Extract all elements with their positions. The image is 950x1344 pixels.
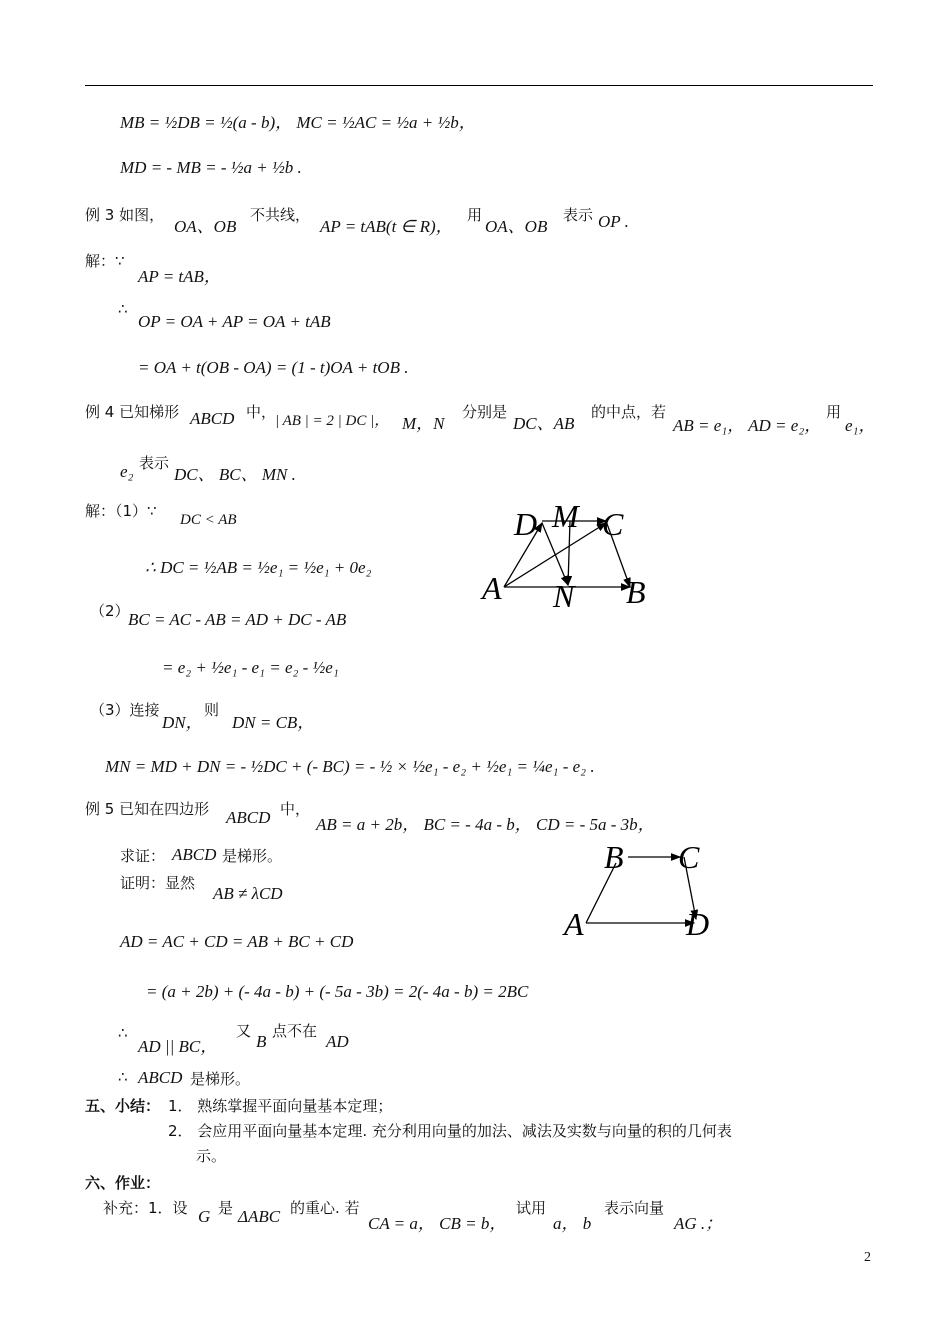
homework-target: AG .； <box>674 1214 723 1233</box>
equation-mb-mc: MB = ½DB = ½(a - b)， MC = ½AC = ½a + ½b， <box>120 113 476 132</box>
example-3-text-express: 表示 <box>563 206 594 224</box>
solution-3-given: AP = tAB， <box>138 267 221 286</box>
equation-md: MD = - MB = - ½a + ½b . <box>120 158 302 177</box>
therefore-symbol-2: ∴ <box>118 1024 128 1042</box>
solution-4-label: 解：（1）∵ <box>85 502 157 520</box>
proof-not-parallel: AB ≠ λCD <box>213 884 283 903</box>
example-4-targets: DC、 BC、 MN . <box>174 465 296 484</box>
homework-triangle: ΔABC <box>238 1207 281 1226</box>
solution-4-text-then: 则 <box>204 701 220 719</box>
example-3-text: 不共线， <box>250 206 311 224</box>
label-d-2: D <box>686 906 710 942</box>
solution-4-step3: MN = MD + DN = - ½DC + (- BC) = - ½ × ½e₁ - e₂ + ½e₁ = ¼e₁ - e₂ . <box>105 757 595 776</box>
solution-3-step1: OP = OA + AP = OA + tAB <box>138 312 331 331</box>
label-d: D <box>514 506 538 542</box>
solution-4-given: DC < AB <box>180 512 237 528</box>
homework-given: CA = a， CB = b， <box>368 1214 507 1233</box>
summary-item-2: 2． 会应用平面向量基本定理. 充分利用向量的加法、减法及实数与向量的积的几何表 <box>168 1122 732 1140</box>
example-4-text-use: 用 <box>826 403 842 421</box>
example-4-text-respectively: 分别是 <box>462 403 508 421</box>
solution-4-part2-label: （2） <box>90 602 130 620</box>
label-b: B <box>626 574 646 610</box>
example-4-text-express: 表示 <box>139 454 170 472</box>
example-3-vectors: OA、OB <box>174 217 237 236</box>
page-number: 2 <box>864 1250 871 1265</box>
homework-g: G <box>198 1207 211 1226</box>
example-4-label: 例 4 已知梯形 <box>85 403 180 421</box>
label-c-2: C <box>678 839 700 875</box>
proof-step2: = (a + 2b) + (- 4a - b) + (- 5a - 3b) = 2(- 4a - b) = 2BC <box>146 982 529 1001</box>
example-4-text-in: 中， <box>246 403 277 421</box>
example-5-text-in: 中， <box>280 800 311 818</box>
proof-text-not-on: 点不在 <box>272 1022 318 1040</box>
prove-text: 是梯形。 <box>222 847 283 865</box>
solution-4-step2a: BC = AC - AB = AD + DC - AB <box>128 610 347 629</box>
solution-3-label: 解：∵ <box>85 252 125 270</box>
conclusion-abcd: ABCD <box>138 1068 183 1087</box>
homework-text-express: 表示向量 <box>604 1199 665 1217</box>
example-4-length: | AB | = 2 | DC |， <box>275 413 390 429</box>
proof-label: 证明：显然 <box>120 874 196 892</box>
example-4-dc-ab: DC、AB <box>513 414 575 433</box>
example-5-vectors: AB = a + 2b， BC = - 4a - b， CD = - 5a - 3b， <box>316 815 655 834</box>
example-4-e2: e₂ <box>120 462 134 481</box>
example-4-mn: M，N <box>402 414 445 433</box>
trapezoid-figure-2 <box>560 835 730 945</box>
label-b-2: B <box>604 839 624 875</box>
prove-label: 求证： <box>120 847 166 865</box>
solution-4-step2b: = e₂ + ½e₁ - e₁ = e₂ - ½e₁ <box>162 658 339 677</box>
proof-text-also: 又 <box>236 1022 252 1040</box>
therefore-symbol: ∴ <box>118 300 128 318</box>
section-5-heading: 五、小结： <box>85 1097 161 1115</box>
label-c: C <box>602 506 624 542</box>
example-3-target: OP . <box>598 212 629 231</box>
summary-item-2-continued: 示。 <box>196 1147 227 1165</box>
proof-step1: AD = AC + CD = AB + BC + CD <box>120 932 354 951</box>
section-6-heading: 六、作业： <box>85 1174 161 1192</box>
homework-text-is: 是 <box>218 1199 234 1217</box>
example-3-vectors-2: OA、OB <box>485 217 548 236</box>
example-3-condition: AP = tAB(t ∈ R)， <box>320 217 453 236</box>
solution-4-dn-cb: DN = CB， <box>232 713 315 732</box>
example-3-text-use: 用 <box>467 206 483 224</box>
label-a: A <box>482 570 502 606</box>
homework-text-centroid: 的重心. 若 <box>290 1199 360 1217</box>
solution-4-step1: ∴ DC = ½AB = ½e₁ = ½e₁ + 0e₂ <box>145 558 372 577</box>
summary-item-1: 1． 熟练掌握平面向量基本定理； <box>168 1097 393 1115</box>
solution-4-dn: DN， <box>162 713 203 732</box>
proof-ad: AD <box>326 1032 349 1051</box>
proof-parallel: AD || BC， <box>138 1037 218 1056</box>
label-n: N <box>553 578 575 614</box>
example-4-basis: AB = e₁， AD = e₂， <box>673 416 822 435</box>
example-4-text-midpoint: 的中点，若 <box>591 403 667 421</box>
therefore-symbol-3: ∴ <box>118 1068 128 1086</box>
header-rule <box>85 85 873 86</box>
example-5-abcd: ABCD <box>226 808 271 827</box>
prove-abcd: ABCD <box>172 845 217 864</box>
example-3-label: 例 3 如图， <box>85 206 165 224</box>
example-4-abcd: ABCD <box>190 409 235 428</box>
label-m: M <box>552 498 579 534</box>
example-4-e1: e₁， <box>845 416 876 435</box>
proof-point-b: B <box>256 1032 267 1051</box>
solution-3-step2: = OA + t(OB - OA) = (1 - t)OA + tOB . <box>138 358 409 377</box>
homework-label: 补充：1．设 <box>103 1199 188 1217</box>
label-a-2: A <box>564 906 584 942</box>
example-5-label: 例 5 已知在四边形 <box>85 800 210 818</box>
solution-4-part3-label: （3）连接 <box>90 701 160 719</box>
homework-text-try: 试用 <box>516 1199 547 1217</box>
conclusion-text: 是梯形。 <box>190 1070 251 1088</box>
homework-ab: a， b <box>553 1214 592 1233</box>
trapezoid-figure-1 <box>480 495 665 615</box>
